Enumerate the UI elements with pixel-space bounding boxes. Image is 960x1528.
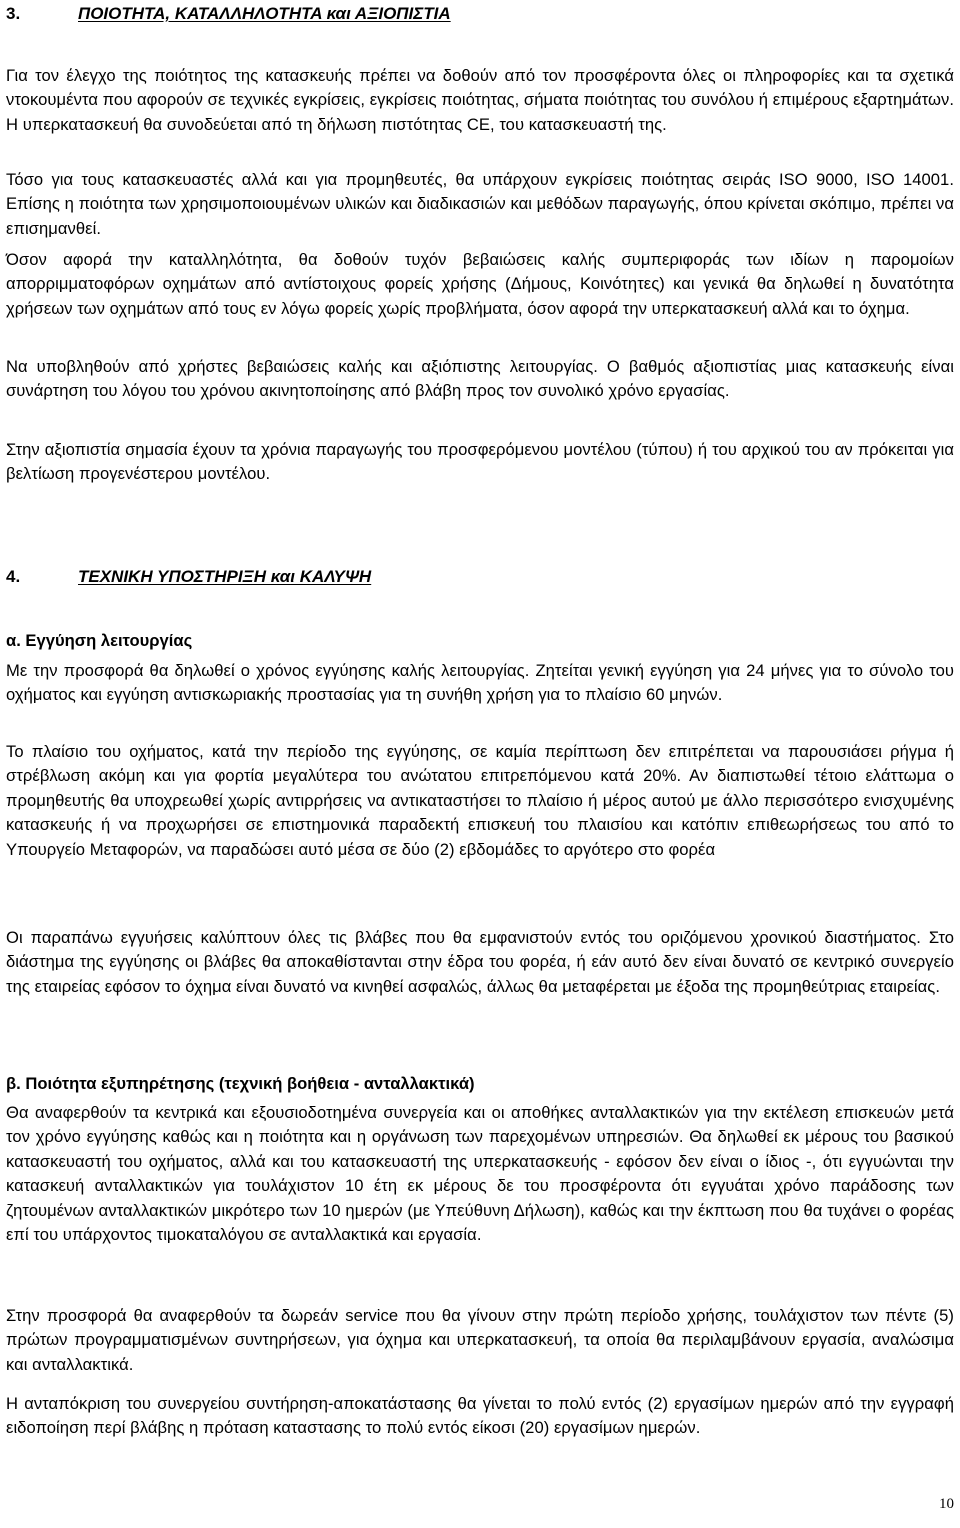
section-3-paragraph: Τόσο για τους κατασκευαστές αλλά και για προμηθευτές, θα υπάρχουν εγκρίσεις ποιότητας σειράς ISO 9000, ISO 14001. Επίσης η ποιότητα των χρησιμοποιουμένων υλικών και διαδικασιών και μεθόδων παραγωγής, όπου κρίνεται σκόπιμο, πρέπει να επισημανθεί.: [6, 170, 954, 238]
section-3-title: ΠΟΙΟΤΗΤΑ, ΚΑΤΑΛΛΗΛΟΤΗΤΑ και ΑΞΙΟΠΙΣΤΙΑ: [78, 4, 451, 23]
section-4-number: 4.: [6, 567, 21, 586]
section-4-title: ΤΕΧΝΙΚΗ ΥΠΟΣΤΗΡΙΞΗ και ΚΑΛΥΨΗ: [78, 567, 372, 586]
section-3-number: 3.: [6, 4, 21, 23]
subsection-b-paragraph: Θα αναφερθούν τα κεντρικά και εξουσιοδοτημένα συνεργεία και οι αποθήκες ανταλλακτικών για την εκτέλεση επισκευών μετά τον χρόνο εγγύησης καθώς και η ποιότητα και η οργάνωση των παρεχομένων υπηρεσιών. Θα δηλωθεί εκ μέρους του βασικού κατασκευαστή του οχήματος, αλλά και του κατασκευαστή της υπερκατασκευής - εφόσον δεν είναι ο ίδιος -, ότι εγγυώνται την κατασκευή ανταλλακτικών για τουλάχιστον 10 έτη εκ μέρους δε του προσφέροντα ότι εγγυάται χρόνο παράδοσης των ζητουμένων ανταλλακτικών μικρότερο των 10 ημερών (με Υπεύθυνη Δήλωση), καθώς και την έκπτωση που θα τυχάνει ο φορέας επί του υπάρχοντος τιμοκαταλόγου σε ανταλλακτικά και εργασία.: [6, 1103, 954, 1245]
subsection-a-paragraph: Το πλαίσιο του οχήματος, κατά την περίοδο της εγγύησης, σε καμία περίπτωση δεν επιτρέπεται να παρουσιάσει ρήγμα ή στρέβλωση ακόμη και για φορτία μεγαλύτερα του ανώτατου επιτρεπόμενου κατά 20%. Αν διαπιστωθεί τέτοιο ελάττωμα ο προμηθευτής θα υποχρεωθεί χωρίς αντιρρήσεις να αντικαταστήσει το πλαίσιο ή μέρος αυτού με άλλο περισσότερο ενισχυμένης κατασκευής ή να προχωρήσει σε επιστημονικά παραδεκτή επισκευή του πλαισίου και κατόπιν επιθεωρήσεως του από το Υπουργείο Μεταφορών, να παραδώσει αυτό μέσα σε δύο (2) εβδομάδες το αργότερο στο φορέα: [6, 742, 954, 859]
subsection-b-paragraph: Στην προσφορά θα αναφερθούν τα δωρεάν service που θα γίνουν στην πρώτη περίοδο χρήσης, τουλάχιστον των πέντε (5) πρώτων προγραμματισμένων συντηρήσεων, για όχημα και υπερκατασκευή, τα οποία θα περιλαμβάνουν εργασία, αναλώσιμα και ανταλλακτικά.: [6, 1306, 954, 1374]
section-4-heading: [6, 567, 371, 587]
section-3-heading: [6, 4, 451, 24]
section-3-paragraph: Στην αξιοπιστία σημασία έχουν τα χρόνια παραγωγής του προσφερόμενου μοντέλου (τύπου) ή του αρχικού του αν πρόκειται για βελτίωση προγενέστερου μοντέλου.: [6, 440, 954, 484]
page-number: 10: [939, 1496, 954, 1512]
subsection-b-paragraph: Η ανταπόκριση του συνεργείου συντήρηση-αποκατάστασης θα γίνεται το πολύ εντός (2) εργασίμων ημερών από την εγγραφή ειδοποίηση περί βλάβης η πρόταση καταστασης το πολύ εντός είκοσι (20) εργασίμων ημερών.: [6, 1394, 954, 1438]
subsection-a-paragraph: Οι παραπάνω εγγυήσεις καλύπτουν όλες τις βλάβες που θα εμφανιστούν εντός του οριζόμενου χρονικού διαστήματος. Στο διάστημα της εγγύησης οι βλάβες θα αποκαθίστανται στην έδρα του φορέα, ή εάν αυτό δεν είναι δυνατό σε κεντρικό συνεργείο της εταιρείας εφόσον το όχημα είναι δυνατό να κινηθεί ασφαλώς, άλλως θα μεταφέρεται με έξοδα της προμηθεύτριας εταιρείας.: [6, 928, 954, 996]
section-3-paragraph: Για τον έλεγχο της ποιότητος της κατασκευής πρέπει να δοθούν από τον προσφέροντα όλες οι πληροφορίες και τα σχετικά ντοκουμέντα που αφορούν σε τεχνικές εγκρίσεις, εγκρίσεις ποιότητας, σήματα ποιότητας του συνόλου ή επιμέρους εξαρτημάτων. Η υπερκατασκευή θα συνοδεύεται από τη δήλωση πιστότητας CE, του κατασκευαστή της.: [6, 66, 954, 134]
section-3-paragraph: Όσον αφορά την καταλληλότητα, θα δοθούν τυχόν βεβαιώσεις καλής συμπεριφοράς των ιδίων η παρομοίων απορριμματοφόρων οχημάτων από αντίστοιχους φορείς χρήσης (Δήμους, Κοινότητες) και γενικά θα δηλωθεί η δυνατότητα χρήσεων των οχημάτων από τους εν λόγω φορείς χωρίς προβλήματα, όσον αφορά την υπερκατασκευή αλλά και το όχημα.: [6, 250, 954, 318]
subsection-a-title: α. Εγγύηση λειτουργίας: [6, 631, 193, 650]
subsection-a-paragraph: Με την προσφορά θα δηλωθεί ο χρόνος εγγύησης καλής λειτουργίας. Ζητείται γενική εγγύηση για 24 μήνες για το σύνολο του οχήματος και εγγύηση αντισκωριακής προστασίας για τη συνήθη χρήση για το πλαίσιο 60 μηνών.: [6, 661, 954, 705]
section-3-paragraph: Να υποβληθούν από χρήστες βεβαιώσεις καλής και αξιόπιστης λειτουργίας. Ο βαθμός αξιοπιστίας μιας κατασκευής είναι συνάρτηση του λόγου του χρόνου ακινητοποίησης από βλάβη προς τον συνολικό χρόνο εργασίας.: [6, 357, 954, 401]
subsection-b-title: β. Ποιότητα εξυπηρέτησης (τεχνική βοήθεια - ανταλλακτικά): [6, 1074, 475, 1093]
